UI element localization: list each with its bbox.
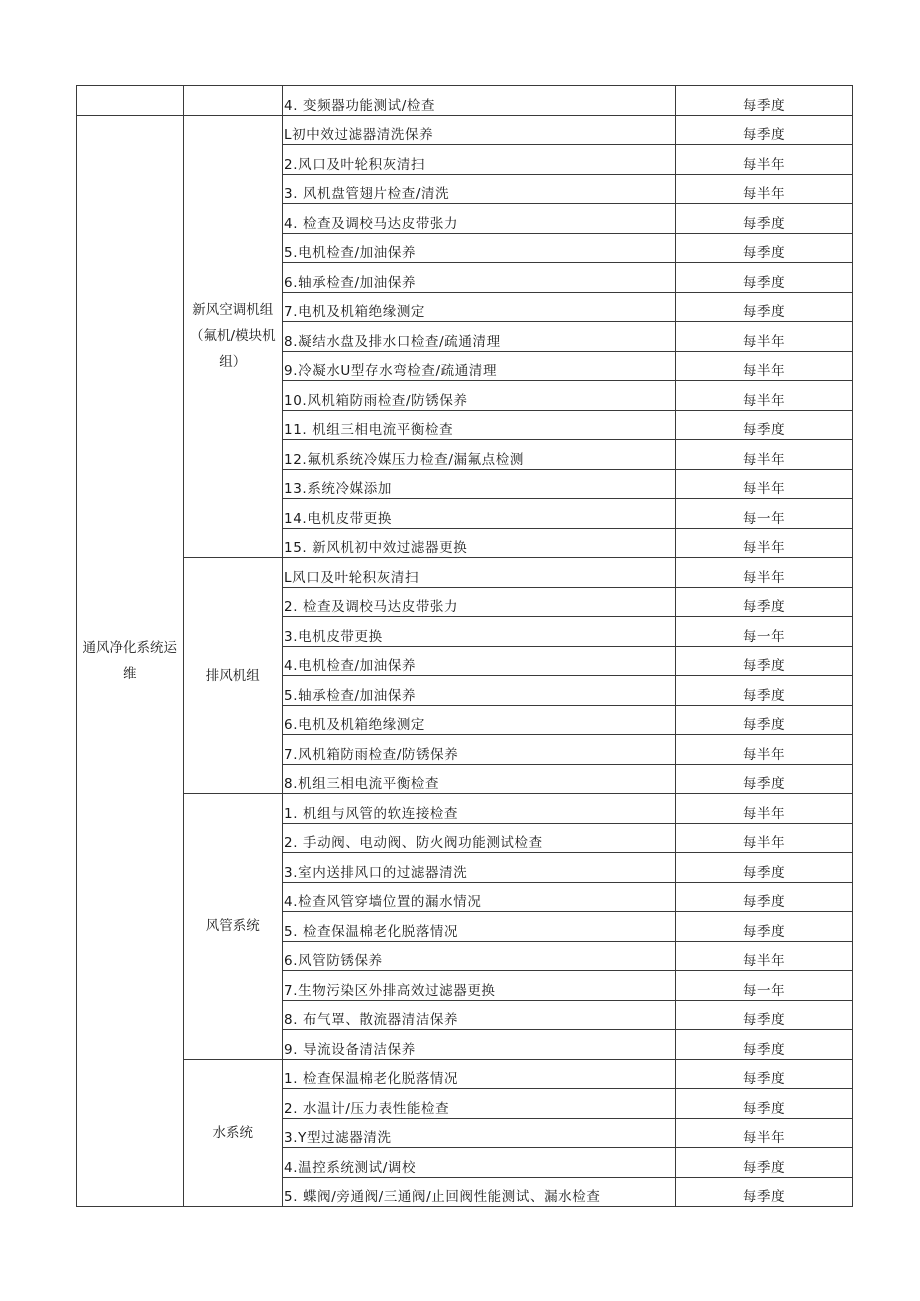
task-cell: 6.风管防锈保养 bbox=[283, 941, 676, 971]
task-cell: 13.系统冷媒添加 bbox=[283, 469, 676, 499]
task-cell: 3.Y型过滤器清洗 bbox=[283, 1118, 676, 1148]
equipment-group-cell: 新风空调机组（氟机/模块机组） bbox=[183, 115, 283, 558]
frequency-cell: 每季度 bbox=[676, 292, 853, 322]
task-cell: 5.轴承检查/加油保养 bbox=[283, 676, 676, 706]
system-cell-empty bbox=[77, 86, 184, 116]
task-cell: 2.风口及叶轮积灰清扫 bbox=[283, 145, 676, 175]
frequency-cell: 每季度 bbox=[676, 853, 853, 883]
table-row bbox=[77, 558, 853, 588]
task-cell: 15. 新风机初中效过滤器更换 bbox=[283, 528, 676, 558]
frequency-cell: 每季度 bbox=[676, 646, 853, 676]
frequency-cell: 每半年 bbox=[676, 558, 853, 588]
frequency-cell: 每季度 bbox=[676, 410, 853, 440]
frequency-cell: 每半年 bbox=[676, 381, 853, 411]
frequency-cell: 每季度 bbox=[676, 233, 853, 263]
frequency-cell: 每季度 bbox=[676, 1177, 853, 1207]
table-body bbox=[77, 86, 853, 1207]
task-cell: 10.风机箱防雨检查/防锈保养 bbox=[283, 381, 676, 411]
task-cell: 2. 检查及调校马达皮带张力 bbox=[283, 587, 676, 617]
frequency-cell: 每一年 bbox=[676, 971, 853, 1001]
task-cell: 9. 导流设备清洁保养 bbox=[283, 1030, 676, 1060]
task-cell: 3. 风机盘管翅片检查/清洗 bbox=[283, 174, 676, 204]
task-cell: 1. 机组与风管的软连接检查 bbox=[283, 794, 676, 824]
frequency-cell: 每半年 bbox=[676, 351, 853, 381]
frequency-cell: 每季度 bbox=[676, 587, 853, 617]
table-row bbox=[77, 794, 853, 824]
frequency-cell: 每季度 bbox=[676, 764, 853, 794]
task-cell: 5. 蝶阀/旁通阀/三通阀/止回阀性能测试、漏水检查 bbox=[283, 1177, 676, 1207]
table-row bbox=[77, 86, 853, 116]
task-cell: 5.电机检查/加油保养 bbox=[283, 233, 676, 263]
frequency-cell: 每半年 bbox=[676, 941, 853, 971]
frequency-cell: 每半年 bbox=[676, 823, 853, 853]
frequency-cell: 每季度 bbox=[676, 676, 853, 706]
equipment-group-cell: 排风机组 bbox=[183, 558, 283, 794]
frequency-cell: 每一年 bbox=[676, 499, 853, 529]
frequency-cell: 每半年 bbox=[676, 145, 853, 175]
system-name-cell: 通风净化系统运维 bbox=[77, 115, 184, 1207]
frequency-cell: 每季度 bbox=[676, 882, 853, 912]
task-cell: L风口及叶轮积灰清扫 bbox=[283, 558, 676, 588]
task-cell: 8. 布气罩、散流器清洁保养 bbox=[283, 1000, 676, 1030]
frequency-cell: 每季度 bbox=[676, 86, 853, 116]
task-cell: 4. 检查及调校马达皮带张力 bbox=[283, 204, 676, 234]
task-cell: 7.风机箱防雨检查/防锈保养 bbox=[283, 735, 676, 765]
task-cell: 2. 水温计/压力表性能检查 bbox=[283, 1089, 676, 1119]
task-cell: 8.凝结水盘及排水口检查/疏通清理 bbox=[283, 322, 676, 352]
frequency-cell: 每一年 bbox=[676, 617, 853, 647]
frequency-cell: 每季度 bbox=[676, 1148, 853, 1178]
task-cell: 3.室内送排风口的过滤器清洗 bbox=[283, 853, 676, 883]
task-cell: 4.检查风管穿墙位置的漏水情况 bbox=[283, 882, 676, 912]
frequency-cell: 每半年 bbox=[676, 174, 853, 204]
frequency-cell: 每季度 bbox=[676, 115, 853, 145]
task-cell: 3.电机皮带更换 bbox=[283, 617, 676, 647]
frequency-cell: 每季度 bbox=[676, 1000, 853, 1030]
task-cell: 11. 机组三相电流平衡检查 bbox=[283, 410, 676, 440]
task-cell: 12.氟机系统冷媒压力检查/漏氟点检测 bbox=[283, 440, 676, 470]
task-cell: 4.电机检查/加油保养 bbox=[283, 646, 676, 676]
task-cell: 1. 检查保温棉老化脱落情况 bbox=[283, 1059, 676, 1089]
task-cell: 4.温控系统测试/调校 bbox=[283, 1148, 676, 1178]
frequency-cell: 每季度 bbox=[676, 912, 853, 942]
task-cell: 9.冷凝水U型存水弯检查/疏通清理 bbox=[283, 351, 676, 381]
task-cell: 2. 手动阀、电动阀、防火阀功能测试检查 bbox=[283, 823, 676, 853]
table-row bbox=[77, 115, 853, 145]
frequency-cell: 每半年 bbox=[676, 794, 853, 824]
task-cell: 5. 检查保温棉老化脱落情况 bbox=[283, 912, 676, 942]
maintenance-schedule-table bbox=[76, 85, 853, 1207]
frequency-cell: 每季度 bbox=[676, 263, 853, 293]
frequency-cell: 每季度 bbox=[676, 204, 853, 234]
table-row bbox=[77, 1059, 853, 1089]
frequency-cell: 每季度 bbox=[676, 1059, 853, 1089]
equipment-group-cell: 风管系统 bbox=[183, 794, 283, 1060]
task-cell: 14.电机皮带更换 bbox=[283, 499, 676, 529]
frequency-cell: 每季度 bbox=[676, 1030, 853, 1060]
task-cell: 6.轴承检查/加油保养 bbox=[283, 263, 676, 293]
frequency-cell: 每季度 bbox=[676, 1089, 853, 1119]
frequency-cell: 每半年 bbox=[676, 735, 853, 765]
schedule-table bbox=[76, 85, 853, 1207]
frequency-cell: 每半年 bbox=[676, 469, 853, 499]
frequency-cell: 每半年 bbox=[676, 440, 853, 470]
task-cell: 6.电机及机箱绝缘测定 bbox=[283, 705, 676, 735]
equipment-cell-empty bbox=[183, 86, 283, 116]
task-cell: 7.电机及机箱绝缘测定 bbox=[283, 292, 676, 322]
task-cell: L初中效过滤器清洗保养 bbox=[283, 115, 676, 145]
task-cell: 8.机组三相电流平衡检查 bbox=[283, 764, 676, 794]
task-cell: 7.生物污染区外排高效过滤器更换 bbox=[283, 971, 676, 1001]
frequency-cell: 每半年 bbox=[676, 528, 853, 558]
frequency-cell: 每半年 bbox=[676, 322, 853, 352]
frequency-cell: 每季度 bbox=[676, 705, 853, 735]
frequency-cell: 每半年 bbox=[676, 1118, 853, 1148]
equipment-group-cell: 水系统 bbox=[183, 1059, 283, 1207]
task-cell: 4. 变频器功能测试/检查 bbox=[283, 86, 676, 116]
